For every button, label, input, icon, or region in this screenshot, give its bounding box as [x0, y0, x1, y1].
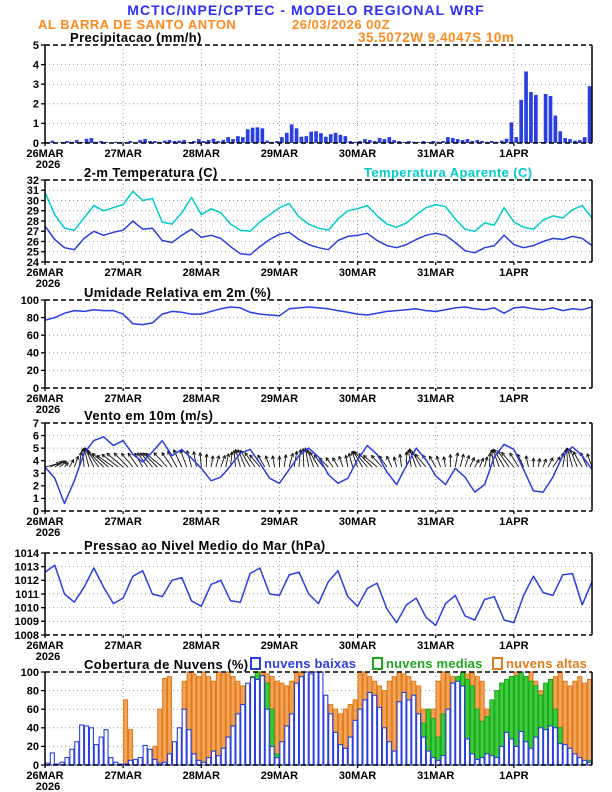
svg-text:26MAR: 26MAR [26, 516, 64, 528]
svg-text:31MAR: 31MAR [417, 640, 455, 652]
svg-text:30: 30 [26, 195, 39, 208]
svg-text:3: 3 [32, 79, 39, 91]
svg-text:1010: 1010 [14, 602, 39, 615]
svg-text:30MAR: 30MAR [338, 393, 377, 405]
svg-text:31MAR: 31MAR [417, 393, 455, 405]
svg-text:4: 4 [32, 455, 39, 468]
legend-label-high-clouds: nuvens altas [506, 656, 588, 671]
svg-text:27: 27 [26, 226, 39, 239]
svg-text:28MAR: 28MAR [182, 393, 220, 405]
svg-text:31MAR: 31MAR [417, 148, 455, 160]
legend-item-mid-clouds [372, 656, 483, 671]
svg-text:28MAR: 28MAR [182, 770, 220, 782]
svg-text:60: 60 [26, 330, 39, 342]
svg-text:26MAR: 26MAR [26, 640, 64, 652]
pressure-title: Pressao ao Nivel Medio do Mar (hPa) [84, 538, 326, 553]
page-title: MCTIC/INPE/CPTEC - MODELO REGIONAL WRF [127, 2, 485, 18]
svg-text:7: 7 [32, 417, 39, 430]
svg-text:40: 40 [26, 722, 39, 735]
svg-text:27MAR: 27MAR [104, 267, 142, 279]
svg-text:26MAR: 26MAR [26, 770, 64, 782]
svg-text:1013: 1013 [14, 561, 39, 574]
high-clouds-swatch-icon [492, 657, 503, 670]
cloud-cover-title: Cobertura de Nuvens (%) [84, 657, 249, 672]
svg-text:30MAR: 30MAR [338, 640, 377, 652]
svg-text:28: 28 [26, 215, 39, 228]
svg-text:80: 80 [26, 312, 39, 325]
svg-text:40: 40 [26, 347, 39, 360]
svg-text:2: 2 [32, 480, 39, 493]
mid-clouds-swatch-icon [372, 657, 383, 670]
svg-text:27MAR: 27MAR [104, 148, 142, 160]
svg-text:2026: 2026 [35, 159, 61, 171]
svg-text:0: 0 [32, 759, 39, 772]
station-name: AL BARRA DE SANTO ANTON [38, 17, 237, 32]
svg-text:1APR: 1APR [499, 148, 529, 160]
svg-text:80: 80 [26, 685, 39, 698]
svg-text:29MAR: 29MAR [260, 267, 299, 279]
svg-text:5: 5 [32, 39, 39, 52]
svg-text:28MAR: 28MAR [182, 640, 220, 652]
run-datetime: 26/03/2026 00Z [292, 17, 391, 32]
svg-text:1APR: 1APR [499, 640, 529, 652]
svg-text:26MAR: 26MAR [26, 267, 64, 279]
svg-text:1: 1 [32, 493, 39, 506]
svg-text:30MAR: 30MAR [338, 770, 377, 782]
temperature-title: 2-m Temperatura (C) [84, 165, 218, 180]
svg-text:4: 4 [32, 59, 39, 72]
humidity-chart [0, 294, 612, 418]
svg-text:100: 100 [20, 666, 39, 679]
temperature-chart [0, 174, 612, 292]
svg-text:1008: 1008 [14, 629, 39, 642]
svg-text:5: 5 [32, 442, 39, 455]
svg-text:1009: 1009 [14, 616, 39, 629]
svg-text:6: 6 [32, 430, 39, 443]
svg-text:1011: 1011 [15, 588, 39, 601]
svg-text:26MAR: 26MAR [26, 148, 64, 160]
svg-text:30MAR: 30MAR [338, 267, 377, 279]
svg-text:25: 25 [26, 246, 39, 259]
legend-item-low-clouds [250, 656, 356, 671]
svg-text:2026: 2026 [35, 278, 61, 290]
svg-text:29: 29 [26, 205, 39, 218]
precipitation-chart [0, 39, 612, 179]
svg-text:31: 31 [26, 185, 39, 198]
svg-text:24: 24 [26, 256, 39, 269]
svg-text:1APR: 1APR [499, 267, 529, 279]
svg-text:29MAR: 29MAR [260, 640, 299, 652]
svg-text:2026: 2026 [35, 404, 61, 416]
station-coordinates: 35.5072W 9.4047S 10m [358, 30, 515, 45]
svg-text:31MAR: 31MAR [417, 267, 455, 279]
svg-text:29MAR: 29MAR [260, 148, 299, 160]
svg-text:2026: 2026 [35, 651, 61, 663]
svg-text:32: 32 [26, 174, 39, 187]
svg-text:100: 100 [20, 294, 39, 307]
svg-text:20: 20 [26, 365, 39, 378]
svg-text:1014: 1014 [14, 547, 39, 560]
cloud-cover-chart [0, 666, 612, 792]
svg-text:31MAR: 31MAR [417, 770, 455, 782]
svg-text:30MAR: 30MAR [338, 516, 377, 528]
pressure-chart [0, 547, 612, 665]
svg-text:0: 0 [32, 382, 39, 395]
svg-text:29MAR: 29MAR [260, 516, 299, 528]
svg-text:29MAR: 29MAR [260, 770, 299, 782]
svg-text:29MAR: 29MAR [260, 393, 299, 405]
humidity-title: Umidade Relativa em 2m (%) [84, 285, 272, 300]
svg-text:30MAR: 30MAR [338, 148, 377, 160]
svg-text:28MAR: 28MAR [182, 267, 220, 279]
svg-text:1012: 1012 [14, 575, 39, 588]
svg-text:2026: 2026 [35, 781, 61, 792]
svg-text:1: 1 [32, 118, 39, 131]
precipitation-title: Precipitacao (mm/h) [70, 30, 202, 45]
svg-text:2: 2 [32, 98, 39, 111]
svg-text:1APR: 1APR [499, 393, 529, 405]
legend-apparent-temperature: Temperatura Aparente (C) [364, 165, 533, 180]
legend-label-mid-clouds: nuvens medias [386, 656, 483, 671]
legend-label-low-clouds: nuvens baixas [264, 656, 357, 671]
svg-text:0: 0 [32, 137, 39, 150]
svg-text:28MAR: 28MAR [182, 148, 220, 160]
svg-text:26: 26 [26, 236, 39, 249]
legend-item-high-clouds [492, 656, 587, 671]
svg-text:26MAR: 26MAR [26, 393, 64, 405]
svg-text:1APR: 1APR [499, 770, 529, 782]
svg-text:27MAR: 27MAR [104, 640, 142, 652]
svg-text:3: 3 [32, 468, 39, 481]
svg-text:60: 60 [26, 704, 39, 716]
svg-text:2026: 2026 [35, 527, 61, 539]
svg-text:27MAR: 27MAR [104, 393, 142, 405]
svg-text:27MAR: 27MAR [104, 516, 142, 528]
svg-text:0: 0 [32, 505, 39, 518]
svg-text:28MAR: 28MAR [182, 516, 220, 528]
svg-text:1APR: 1APR [499, 516, 529, 528]
svg-text:31MAR: 31MAR [417, 516, 455, 528]
wind-title: Vento em 10m (m/s) [84, 408, 214, 423]
wind-chart [0, 417, 612, 541]
svg-text:20: 20 [26, 741, 39, 754]
low-clouds-swatch-icon [250, 657, 261, 670]
svg-text:27MAR: 27MAR [104, 770, 142, 782]
